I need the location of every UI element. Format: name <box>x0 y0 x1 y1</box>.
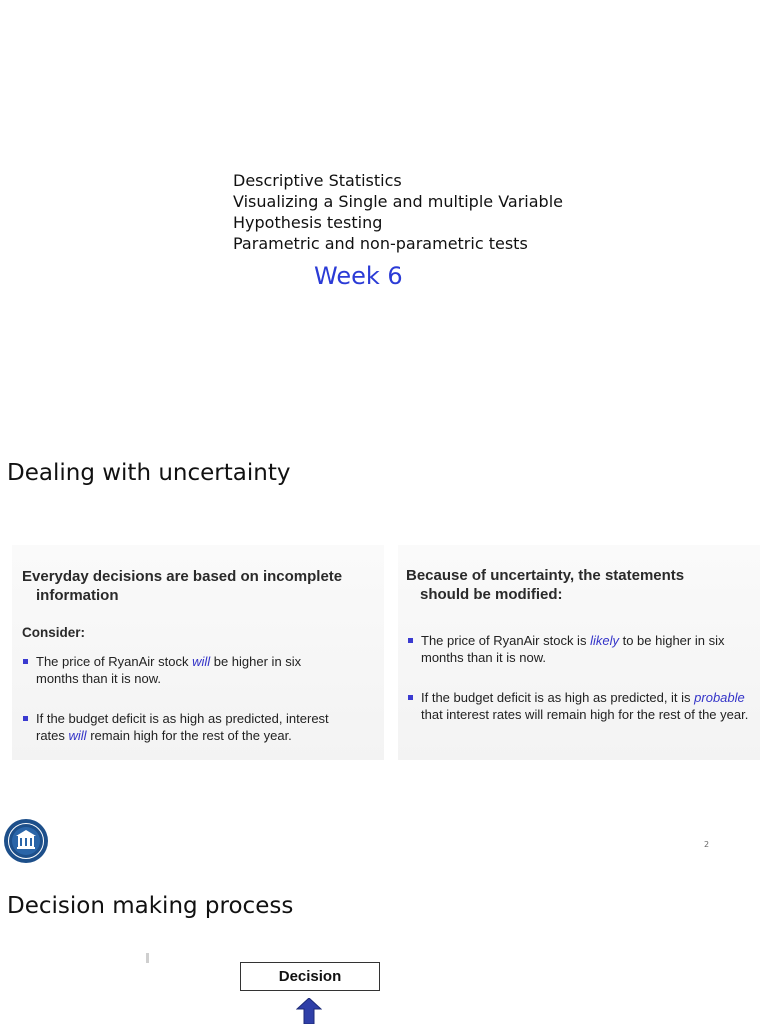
right-panel <box>398 545 760 760</box>
left-heading-line1: Everyday decisions are based on incomplete <box>22 568 343 585</box>
bullet-text: The price of RyanAir stock is <box>421 633 591 648</box>
page-number: 2 <box>704 840 710 849</box>
topic-list <box>233 170 563 254</box>
list-item <box>421 632 753 666</box>
bullet-square-icon <box>23 659 28 664</box>
left-panel-heading <box>22 567 342 605</box>
bullet-square-icon <box>23 716 28 721</box>
cursor-mark <box>146 953 149 963</box>
list-item <box>421 689 753 723</box>
topic-item: Descriptive Statistics <box>233 171 402 190</box>
list-item <box>36 710 356 744</box>
bullet-square-icon <box>408 695 413 700</box>
topic-item: Parametric and non-parametric tests <box>233 234 528 253</box>
right-panel-heading <box>406 566 684 604</box>
week-title: Week 6 <box>314 262 403 290</box>
slide-title-uncertainty: Dealing with uncertainty <box>7 460 291 486</box>
decision-box: Decision <box>240 962 380 991</box>
bullet-text: that interest rates will remain high for the rest of the year. <box>421 707 749 722</box>
left-heading-line2: information <box>36 587 119 604</box>
slide-title-decision-process: Decision making process <box>7 893 294 919</box>
bullet-text: be higher in six months than it is now. <box>36 654 302 686</box>
list-item <box>36 653 336 687</box>
emphasis-word: probable <box>694 690 745 705</box>
right-heading-line1: Because of uncertainty, the statements <box>406 567 685 584</box>
university-seal-icon <box>3 818 49 864</box>
emphasis-word: will <box>68 728 87 743</box>
bullet-text: The price of RyanAir stock <box>36 654 193 669</box>
bullet-text: remain high for the rest of the year. <box>86 728 292 743</box>
up-arrow-icon <box>296 998 322 1024</box>
topic-item: Hypothesis testing <box>233 213 383 232</box>
bullet-text: to be higher in six months than it is now. <box>421 633 725 665</box>
emphasis-word: will <box>192 654 211 669</box>
emphasis-word: likely <box>590 633 619 648</box>
right-heading-line2: should be modified: <box>420 586 563 603</box>
bullet-square-icon <box>408 638 413 643</box>
consider-label: Consider: <box>22 625 86 640</box>
bullet-text: If the budget deficit is as high as predicted, it is <box>421 690 695 705</box>
left-panel <box>12 545 384 760</box>
bullet-text: If the budget deficit is as high as predicted, interest rates <box>36 711 329 743</box>
topic-item: Visualizing a Single and multiple Variable <box>233 192 563 211</box>
